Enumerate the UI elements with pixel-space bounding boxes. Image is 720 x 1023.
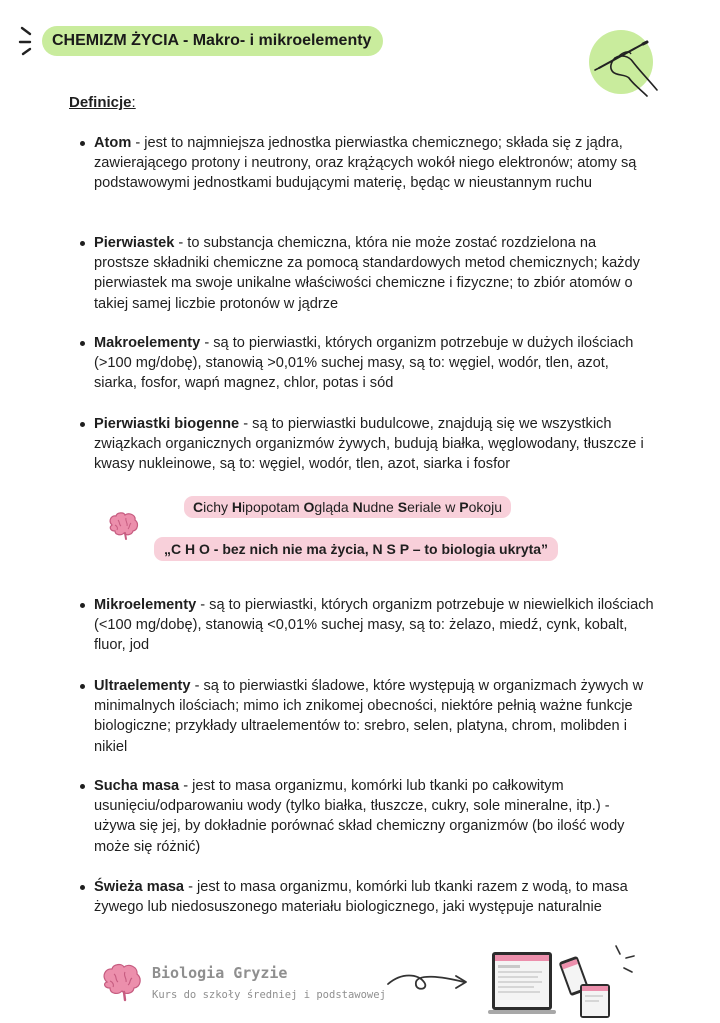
- definition-term: Sucha masa: [94, 778, 180, 794]
- brain-icon: [106, 511, 140, 541]
- definition-text: - są to pierwiastki śladowe, które występują w organizmach żywych w minimalnych ilościach; mimo ich znikomej obecności, niektóre pełnią ważne funkcje biologiczne; przykłady ultraelementów to: srebro, selen, platyna, chrom, molibden i nikiel: [94, 678, 644, 755]
- mnemonic-text: ipopotam: [242, 499, 304, 515]
- list-item: [94, 676, 654, 757]
- devices-mockup-icon: [488, 944, 638, 1020]
- list-item: [94, 133, 654, 194]
- brain-logo-icon: [99, 962, 143, 1002]
- list-item: [94, 233, 654, 314]
- mnemonic-initial: N: [352, 499, 363, 515]
- definition-text: - jest to masa organizmu, komórki lub tkanki razem z wodą, to masa żywego lub niedosuszonego materiału biologicznego, jaki występuje naturalnie: [94, 879, 628, 916]
- definition-term: Pierwiastek: [94, 235, 175, 251]
- definition-text: - są to pierwiastki budulcowe, znajdują się we wszystkich związkach organicznych organizmów żywych, budują białka, węglowodany, tłuszcze i kwasy nukleinowe, są to: węgiel, wodór, tlen, azot, siarka i fosfor: [94, 416, 644, 473]
- definition-text: - jest to najmniejsza jednostka pierwiastka chemicznego; składa się z jądra, zawierającego protony i neutrony, oraz krążących wokół niego elektronów; atomy są podstawowymi jednostkami budującymi materię, będąc w nieustannym ruchu: [94, 135, 637, 192]
- mnemonic-initial: H: [231, 499, 243, 515]
- definition-term: Atom: [94, 135, 132, 151]
- page-title: CHEMIZM ŻYCIA - Makro- i mikroelementy: [42, 26, 383, 56]
- mnemonic-text: ichy: [203, 499, 232, 515]
- mnemonic-line-1: [184, 496, 511, 518]
- mnemonic-initial: P: [459, 499, 469, 515]
- definition-text: - jest to masa organizmu, komórki lub tkanki po całkowitym usunięciu/odparowaniu wody (tylko białka, tłuszcze, cukry, sole mineralne, itp.) - używa się jej, by dokładnie porównać skład chemiczny organizmów (bo ilość wody może się różnić): [94, 778, 625, 855]
- list-item: [94, 333, 654, 394]
- definition-term: Mikroelementy: [94, 597, 197, 613]
- mnemonic-text: gląda: [314, 499, 353, 515]
- definition-term: Świeża masa: [94, 879, 185, 895]
- mnemonic-text: okoju: [468, 499, 503, 515]
- mnemonic-text: eriale w: [407, 499, 460, 515]
- definition-term: Makroelementy: [94, 335, 201, 351]
- list-item: [94, 776, 654, 857]
- curved-arrow-icon: [384, 966, 474, 998]
- mnemonic-line-2: „C H O - bez nich nie ma życia, N S P – to biologia ukryta”: [154, 537, 558, 561]
- definition-text: - to substancja chemiczna, która nie może zostać rozdzielona na prostsze składniki chemiczne za pomocą standardowych metod chemicznych; każdy pierwiastek ma swoje unikalne właściwości chemiczne i fizyczne; to zbiór atomów o takiej samej liczbie protonów w jądrze: [94, 235, 640, 312]
- brand-tagline: Kurs do szkoły średniej i podstawowej: [152, 989, 386, 1001]
- brand-name: Biologia Gryzie: [152, 964, 288, 982]
- mnemonic-text: udne: [362, 499, 398, 515]
- list-item: [94, 414, 654, 475]
- definition-text: - są to pierwiastki, których organizm potrzebuje w dużych ilościach (>100 mg/dobę), stanowią >0,01% suchej masy, są to: węgiel, wodór, tlen, azot, siarka, fosfor, wapń magnez, chlor, potas i sód: [94, 335, 634, 392]
- definitions-heading: Definicje:: [69, 94, 136, 111]
- mnemonic-initial: O: [303, 499, 315, 515]
- list-item: [94, 595, 654, 656]
- definition-term: Ultraelementy: [94, 678, 191, 694]
- definition-text: - są to pierwiastki, których organizm potrzebuje w niewielkich ilościach (<100 mg/dobę), stanowią <0,01% suchej masy, są to: żelazo, miedź, cynk, kobalt, fluor, jod: [94, 597, 654, 654]
- mnemonic-initial: C: [193, 499, 204, 515]
- mnemonic-initial: S: [397, 499, 408, 515]
- list-item: [94, 877, 654, 917]
- definition-term: Pierwiastki biogenne: [94, 416, 240, 432]
